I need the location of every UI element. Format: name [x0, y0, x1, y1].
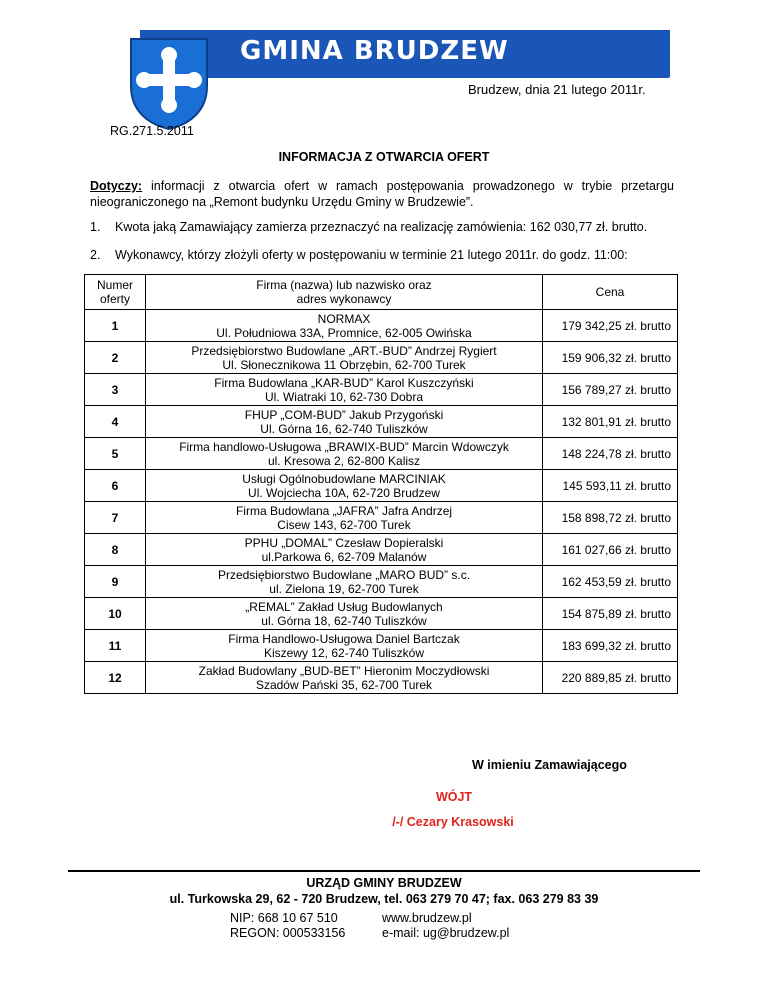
offer-firm — [146, 374, 543, 406]
footer-address: ul. Turkowska 29, 62 - 720 Brudzew, tel. 063 279 70 47; fax. 063 279 83 39 — [169, 892, 599, 906]
firm-name: FHUP „COM-BUD” Jakub Przygoński — [244, 407, 444, 422]
firm-name: Przedsiębiorstwo Budowlane „ART.-BUD” Andrzej Rygiert — [191, 343, 497, 358]
firm-address: Ul. Górna 16, 62-740 Tuliszków — [260, 421, 428, 436]
offer-firm — [146, 630, 543, 662]
offer-number: 1 — [85, 310, 146, 342]
table-row — [85, 630, 678, 662]
offer-number: 2 — [85, 342, 146, 374]
offer-number: 11 — [85, 630, 146, 662]
footer-ids — [230, 911, 345, 941]
offer-number: 3 — [85, 374, 146, 406]
firm-name: Firma Budowlana „JAFRA” Jafra Andrzej — [235, 503, 453, 518]
header-firm: Firma (nazwa) lub nazwisko oraz adres wykonawcy — [146, 275, 543, 310]
footer-website: www.brudzew.pl — [382, 911, 472, 925]
table-row — [85, 598, 678, 630]
concerning-text: informacji z otwarcia ofert w ramach postępowania prowadzonego w trybie przetargu nieograniczonego na „Remont budynku Urzędu Gminy w Brudzewie”. — [90, 179, 674, 209]
offer-price: 158 898,72 zł. brutto — [543, 502, 678, 534]
footer-office: URZĄD GMINY BRUDZEW — [306, 876, 462, 890]
offer-price: 183 699,32 zł. brutto — [543, 630, 678, 662]
offer-number: 9 — [85, 566, 146, 598]
offer-number: 6 — [85, 470, 146, 502]
list-item — [90, 220, 647, 234]
firm-address: ul. Kresowa 2, 62-800 Kalisz — [267, 453, 421, 468]
offer-price: 154 875,89 zł. brutto — [543, 598, 678, 630]
banner-title: GMINA BRUDZEW — [240, 36, 509, 66]
offer-firm — [146, 534, 543, 566]
footer-divider — [68, 870, 700, 872]
footer-contact — [382, 911, 509, 941]
list-item-number: 2. — [90, 248, 101, 262]
offer-price: 156 789,27 zł. brutto — [543, 374, 678, 406]
firm-address: Kiszewy 12, 62-740 Tuliszków — [263, 645, 425, 660]
place-date: Brudzew, dnia 21 lutego 2011r. — [468, 82, 646, 97]
offer-firm — [146, 342, 543, 374]
offer-price: 145 593,11 zł. brutto — [543, 470, 678, 502]
offer-price: 132 801,91 zł. brutto — [543, 406, 678, 438]
firm-name: „REMAL” Zakład Usług Budowlanych — [245, 599, 443, 614]
list-item-text: Kwota jaką Zamawiający zamierza przeznaczyć na realizację zamówienia: 162 030,77 zł. brutto. — [115, 220, 648, 234]
table-row — [85, 502, 678, 534]
offers-table — [84, 274, 678, 694]
concerning-label: Dotyczy: — [90, 179, 143, 193]
offer-number: 7 — [85, 502, 146, 534]
offer-firm — [146, 566, 543, 598]
header-offer-number: Numer oferty — [85, 275, 146, 310]
offer-number: 5 — [85, 438, 146, 470]
firm-name: NORMAX — [317, 311, 371, 326]
table-row — [85, 438, 678, 470]
footer-nip: NIP: 668 10 67 510 — [230, 911, 338, 925]
offer-firm — [146, 438, 543, 470]
document-title: INFORMACJA Z OTWARCIA OFERT — [278, 150, 490, 164]
offer-price: 220 889,85 zł. brutto — [543, 662, 678, 694]
firm-address: Ul. Słonecznikowa 11 Obrzębin, 62-700 Turek — [222, 357, 466, 372]
offer-number: 10 — [85, 598, 146, 630]
firm-name: Firma Budowlana „KAR-BUD” Karol Kuszczyński — [214, 375, 474, 390]
firm-name: Przedsiębiorstwo Budowlane „MARO BUD” s.c. — [217, 567, 471, 582]
firm-address: Ul. Południowa 33A, Promnice, 62-005 Owińska — [216, 325, 472, 340]
offer-firm — [146, 310, 543, 342]
offer-number: 12 — [85, 662, 146, 694]
firm-address: Ul. Wojciecha 10A, 62-720 Brudzew — [248, 485, 440, 500]
offer-price: 148 224,78 zł. brutto — [543, 438, 678, 470]
firm-address: ul. Zielona 19, 62-700 Turek — [269, 581, 419, 596]
table-row — [85, 406, 678, 438]
offer-price: 159 906,32 zł. brutto — [543, 342, 678, 374]
offer-number: 4 — [85, 406, 146, 438]
list-item — [90, 248, 628, 262]
table-row — [85, 662, 678, 694]
offer-price: 162 453,59 zł. brutto — [543, 566, 678, 598]
header-price: Cena — [543, 275, 678, 310]
firm-name: Firma Handlowo-Usługowa Daniel Bartczak — [228, 631, 460, 646]
firm-name: PPHU „DOMAL” Czesław Dopieralski — [244, 535, 444, 550]
offer-number: 8 — [85, 534, 146, 566]
list-item-number: 1. — [90, 220, 101, 234]
table-row — [85, 310, 678, 342]
firm-address: ul. Górna 18, 62-740 Tuliszków — [261, 613, 427, 628]
table-row — [85, 374, 678, 406]
signature-role: WÓJT — [435, 790, 473, 804]
firm-name: Firma handlowo-Usługowa „BRAWIX-BUD” Marcin Wdowczyk — [179, 439, 509, 454]
firm-address: Cisew 143, 62-700 Turek — [277, 517, 411, 532]
offer-firm — [146, 502, 543, 534]
table-row — [85, 566, 678, 598]
footer-email: e-mail: ug@brudzew.pl — [382, 926, 510, 940]
reference-number: RG.271.5.2011 — [110, 124, 194, 138]
table-row — [85, 342, 678, 374]
firm-name: Usługi Ogólnobudowlane MARCINIAK — [242, 471, 446, 486]
firm-address: ul.Parkowa 6, 62-709 Malanów — [261, 549, 427, 564]
offer-firm — [146, 598, 543, 630]
table-row — [85, 470, 678, 502]
firm-address: Szadów Pański 35, 62-700 Turek — [255, 677, 433, 692]
offer-firm — [146, 470, 543, 502]
table-header-row — [85, 275, 678, 310]
list-item-text: Wykonawcy, którzy złożyli oferty w postępowaniu w terminie 21 lutego 2011r. do godz. 11:00: — [115, 248, 628, 262]
offer-firm — [146, 662, 543, 694]
table-row — [85, 534, 678, 566]
firm-address: Ul. Wiatraki 10, 62-730 Dobra — [264, 389, 424, 404]
coat-of-arms-icon — [128, 36, 210, 131]
firm-name: Zakład Budowlany „BUD-BET” Hieronim Moczydłowski — [198, 663, 490, 678]
footer-regon: REGON: 000533156 — [230, 926, 346, 940]
offer-price: 161 027,66 zł. brutto — [543, 534, 678, 566]
concerning-paragraph — [90, 178, 674, 210]
offer-price: 179 342,25 zł. brutto — [543, 310, 678, 342]
offer-firm — [146, 406, 543, 438]
signature-name: /-/ Cezary Krasowski — [392, 815, 514, 829]
signature-on-behalf: W imieniu Zamawiającego — [472, 758, 627, 772]
